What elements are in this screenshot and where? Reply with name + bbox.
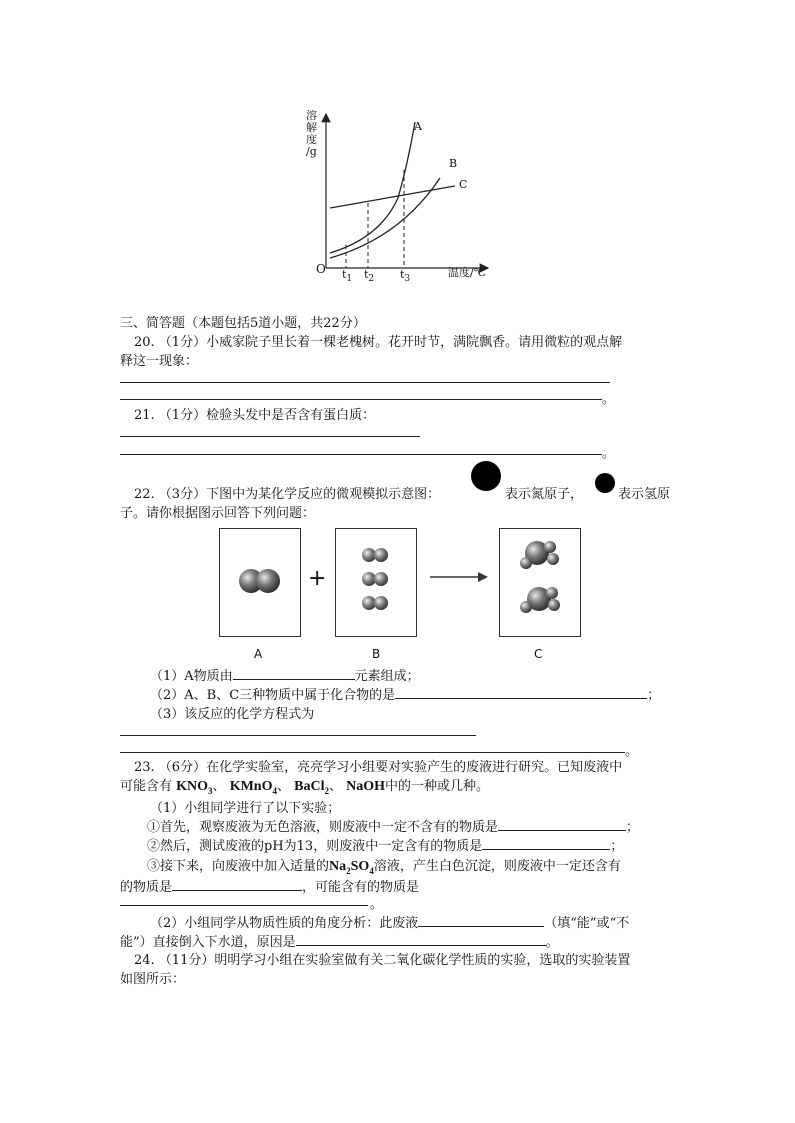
ammonia-molecules-icon — [500, 529, 580, 636]
box-label-B: B — [372, 647, 381, 661]
q20-answer-line-1[interactable] — [120, 382, 610, 383]
curve-label-C: C — [459, 178, 468, 191]
q23-s1c: ③接下来，向废液中加入适量的$Na_2SO_4$溶液，产生白色沉淀，则废液中一定还含有 — [147, 859, 621, 876]
tick-t1: $t_1$ — [342, 268, 353, 285]
curve-label-B: B — [449, 157, 458, 170]
q22-h-label: 表示氢原 — [618, 487, 671, 502]
q22-line2: 子。请你根据图示回答下列问题： — [120, 506, 316, 521]
q23-line2: 可能含有 $KNO_3$、 KMnO$_4$、 BaCl$_2$、 NaOH中的一种或几种。 — [120, 779, 490, 796]
q21-answer-line-1[interactable] — [120, 436, 420, 437]
q23-s1a-blank[interactable] — [498, 818, 626, 831]
q20-line2: 释这一现象： — [120, 354, 199, 369]
solubility-graph — [300, 108, 500, 288]
q22-sub1: （1）A物质由 元素组成； — [150, 669, 420, 684]
x-axis-label: 温度/℃ — [448, 266, 487, 279]
nitrogen-molecule-icon — [220, 529, 300, 636]
q23-s1a: ①首先，观察废液为无色溶液，则废液中一定不含有的物质是 ； — [147, 820, 640, 835]
q20-end: 。 — [602, 392, 616, 407]
reaction-arrow-icon — [430, 570, 490, 584]
q23-s1d: 的物质是 ，可能含有的物质是 — [120, 880, 420, 895]
y-axis-label-char: 度 — [306, 133, 317, 146]
q23-s2: （2）小组同学从物质性质的角度分析：此废液 （填“能”或“不 — [150, 916, 630, 931]
hydrogen-atom-icon — [595, 473, 615, 493]
q23-s1e-end: 。 — [370, 897, 384, 912]
q22-sub3: （3）该反应的化学方程式为 — [150, 707, 315, 722]
molecule-box-C — [499, 528, 581, 637]
q22-sub1-blank[interactable] — [233, 667, 355, 680]
q23-line1: 23. （6分）在化学实验室，亮亮学习小组要对实验产生的废液进行研究。已知废液中 — [134, 760, 623, 775]
q22-sub2: （2）A、B、C三种物质中属于化合物的是 ； — [150, 688, 661, 703]
box-label-A: A — [254, 647, 263, 661]
curve-label-A: A — [414, 120, 422, 133]
q23-s2c-blank[interactable] — [296, 933, 546, 946]
q22-end: 。 — [625, 744, 639, 759]
q23-s1e-blank[interactable] — [120, 905, 368, 906]
y-axis-label — [306, 110, 320, 158]
q22-sub2-blank[interactable] — [395, 686, 647, 699]
plus-sign: + — [308, 566, 327, 591]
q22-n-label: 表示氮原子， — [505, 487, 584, 502]
section-title: 三、简答题（本题包括5道小题，共22分） — [120, 316, 366, 331]
q21-end: 。 — [602, 446, 616, 461]
q23-s1b: ②然后，测试废液的pH为13，则废液中一定含有的物质是 ； — [147, 839, 624, 854]
y-axis-label-char: 解 — [306, 121, 317, 134]
molecule-box-A — [219, 528, 301, 637]
q24-line1: 24. （11分）明明学习小组在实验室做有关二氧化碳化学性质的实验，选取的实验装置 — [134, 953, 631, 968]
tick-t3: $t_3$ — [400, 268, 411, 285]
q22-answer-line-1[interactable] — [120, 735, 476, 736]
q21-answer-line-2[interactable] — [120, 454, 602, 455]
q22-intro: 22. （3分）下图中为某化学反应的微观模拟示意图： — [134, 487, 441, 502]
q21-line1: 21. （1分）检验头发中是否含有蛋白质： — [134, 408, 376, 423]
q23-s2c: 能”）直接倒入下水道，原因是 。 — [120, 935, 559, 950]
box-label-C: C — [534, 647, 543, 661]
tick-t2: $t_2$ — [364, 268, 375, 285]
molecule-box-B — [335, 528, 417, 637]
curve-A — [330, 122, 415, 253]
q20-answer-line-2[interactable] — [120, 399, 602, 400]
origin-label: O — [316, 262, 326, 276]
q23-s1d-blank-1[interactable] — [172, 878, 302, 891]
q22-answer-line-2[interactable] — [120, 752, 625, 753]
nitrogen-atom-icon — [471, 461, 501, 491]
y-axis-label-char: /g — [306, 145, 317, 158]
q23-s1: （1）小组同学进行了以下实验； — [150, 801, 341, 816]
q23-s2-blank[interactable] — [418, 914, 544, 927]
hydrogen-molecules-icon — [336, 529, 416, 636]
q24-line2: 如图所示： — [120, 972, 186, 987]
y-axis-label-char: 溶 — [306, 109, 317, 122]
q20-line1: 20. （1分）小威家院子里长着一棵老槐树。花开时节，满院飘香。请用微粒的观点解 — [134, 335, 623, 350]
curve-C — [330, 186, 455, 208]
q23-s1b-blank[interactable] — [482, 837, 610, 850]
